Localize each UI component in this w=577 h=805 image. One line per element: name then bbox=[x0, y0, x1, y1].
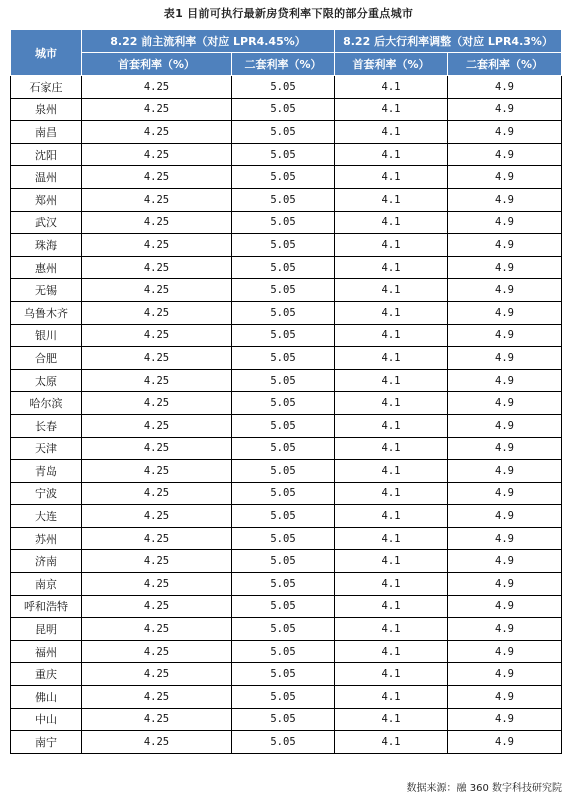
after-second-rate-cell: 4.9 bbox=[448, 573, 562, 596]
before-first-rate-cell: 4.25 bbox=[82, 618, 232, 641]
city-cell: 哈尔滨 bbox=[11, 392, 82, 415]
before-first-rate-cell: 4.25 bbox=[82, 686, 232, 709]
before-first-rate-cell: 4.25 bbox=[82, 731, 232, 754]
before-second-rate-cell: 5.05 bbox=[232, 595, 335, 618]
table-row bbox=[11, 301, 562, 324]
after-first-rate-cell: 4.1 bbox=[335, 188, 448, 211]
table-row bbox=[11, 98, 562, 121]
before-first-rate-header: 首套利率（%） bbox=[82, 53, 232, 76]
after-first-rate-cell: 4.1 bbox=[335, 437, 448, 460]
after-second-rate-cell: 4.9 bbox=[448, 347, 562, 370]
before-second-rate-cell: 5.05 bbox=[232, 731, 335, 754]
city-cell: 太原 bbox=[11, 369, 82, 392]
before-first-rate-cell: 4.25 bbox=[82, 482, 232, 505]
after-first-rate-cell: 4.1 bbox=[335, 98, 448, 121]
before-first-rate-cell: 4.25 bbox=[82, 460, 232, 483]
city-cell: 青岛 bbox=[11, 460, 82, 483]
after-first-rate-cell: 4.1 bbox=[335, 550, 448, 573]
after-first-rate-cell: 4.1 bbox=[335, 279, 448, 302]
city-cell: 大连 bbox=[11, 505, 82, 528]
table-row bbox=[11, 188, 562, 211]
before-first-rate-cell: 4.25 bbox=[82, 76, 232, 99]
after-first-rate-cell: 4.1 bbox=[335, 618, 448, 641]
after-second-rate-cell: 4.9 bbox=[448, 143, 562, 166]
city-cell: 银川 bbox=[11, 324, 82, 347]
before-first-rate-cell: 4.25 bbox=[82, 573, 232, 596]
table-row bbox=[11, 505, 562, 528]
table-row bbox=[11, 392, 562, 415]
before-second-rate-cell: 5.05 bbox=[232, 437, 335, 460]
table-row bbox=[11, 347, 562, 370]
table-body bbox=[11, 76, 562, 754]
before-first-rate-cell: 4.25 bbox=[82, 211, 232, 234]
city-cell: 南京 bbox=[11, 573, 82, 596]
after-first-rate-cell: 4.1 bbox=[335, 414, 448, 437]
before-second-rate-cell: 5.05 bbox=[232, 234, 335, 257]
before-first-rate-cell: 4.25 bbox=[82, 234, 232, 257]
city-cell: 珠海 bbox=[11, 234, 82, 257]
before-second-rate-cell: 5.05 bbox=[232, 460, 335, 483]
after-second-rate-cell: 4.9 bbox=[448, 414, 562, 437]
city-cell: 温州 bbox=[11, 166, 82, 189]
city-cell: 福州 bbox=[11, 640, 82, 663]
before-first-rate-cell: 4.25 bbox=[82, 505, 232, 528]
before-second-rate-cell: 5.05 bbox=[232, 347, 335, 370]
after-first-rate-cell: 4.1 bbox=[335, 166, 448, 189]
after-first-rate-cell: 4.1 bbox=[335, 234, 448, 257]
after-second-rate-cell: 4.9 bbox=[448, 301, 562, 324]
before-second-rate-cell: 5.05 bbox=[232, 166, 335, 189]
after-second-rate-cell: 4.9 bbox=[448, 211, 562, 234]
table-row bbox=[11, 76, 562, 99]
table-row bbox=[11, 437, 562, 460]
city-cell: 济南 bbox=[11, 550, 82, 573]
header-row-subcolumns bbox=[11, 53, 562, 76]
before-first-rate-cell: 4.25 bbox=[82, 121, 232, 144]
before-second-rate-cell: 5.05 bbox=[232, 550, 335, 573]
table-row bbox=[11, 573, 562, 596]
data-source-note: 数据来源：融 360 数字科技研究院 bbox=[406, 783, 562, 794]
after-second-rate-cell: 4.9 bbox=[448, 234, 562, 257]
table-row bbox=[11, 731, 562, 754]
mortgage-rate-table bbox=[10, 29, 562, 754]
before-second-rate-cell: 5.05 bbox=[232, 663, 335, 686]
city-cell: 石家庄 bbox=[11, 76, 82, 99]
table-row bbox=[11, 121, 562, 144]
after-second-rate-cell: 4.9 bbox=[448, 121, 562, 144]
before-second-rate-cell: 5.05 bbox=[232, 143, 335, 166]
city-cell: 郑州 bbox=[11, 188, 82, 211]
table-row bbox=[11, 143, 562, 166]
after-second-rate-cell: 4.9 bbox=[448, 618, 562, 641]
after-second-rate-cell: 4.9 bbox=[448, 460, 562, 483]
after-first-rate-cell: 4.1 bbox=[335, 482, 448, 505]
city-cell: 沈阳 bbox=[11, 143, 82, 166]
before-first-rate-cell: 4.25 bbox=[82, 527, 232, 550]
before-first-rate-cell: 4.25 bbox=[82, 550, 232, 573]
after-second-rate-cell: 4.9 bbox=[448, 166, 562, 189]
before-second-rate-cell: 5.05 bbox=[232, 369, 335, 392]
city-cell: 武汉 bbox=[11, 211, 82, 234]
before-first-rate-cell: 4.25 bbox=[82, 347, 232, 370]
city-cell: 南昌 bbox=[11, 121, 82, 144]
table-caption: 表1 目前可执行最新房贷利率下限的部分重点城市 bbox=[163, 7, 414, 20]
before-first-rate-cell: 4.25 bbox=[82, 595, 232, 618]
after-second-rate-cell: 4.9 bbox=[448, 663, 562, 686]
table-row bbox=[11, 324, 562, 347]
before-second-rate-cell: 5.05 bbox=[232, 279, 335, 302]
city-cell: 长春 bbox=[11, 414, 82, 437]
after-second-rate-cell: 4.9 bbox=[448, 505, 562, 528]
city-cell: 天津 bbox=[11, 437, 82, 460]
after-second-rate-cell: 4.9 bbox=[448, 482, 562, 505]
before-second-rate-cell: 5.05 bbox=[232, 301, 335, 324]
after-second-rate-cell: 4.9 bbox=[448, 527, 562, 550]
after-first-rate-cell: 4.1 bbox=[335, 143, 448, 166]
table-row bbox=[11, 460, 562, 483]
before-first-rate-cell: 4.25 bbox=[82, 143, 232, 166]
after-second-rate-cell: 4.9 bbox=[448, 98, 562, 121]
before-second-rate-cell: 5.05 bbox=[232, 573, 335, 596]
after-first-rate-cell: 4.1 bbox=[335, 595, 448, 618]
before-second-rate-cell: 5.05 bbox=[232, 527, 335, 550]
table-row bbox=[11, 595, 562, 618]
city-cell: 惠州 bbox=[11, 256, 82, 279]
after-first-rate-cell: 4.1 bbox=[335, 121, 448, 144]
table-row bbox=[11, 663, 562, 686]
after-first-rate-cell: 4.1 bbox=[335, 708, 448, 731]
table-row bbox=[11, 414, 562, 437]
after-second-rate-cell: 4.9 bbox=[448, 76, 562, 99]
city-cell: 泉州 bbox=[11, 98, 82, 121]
before-first-rate-cell: 4.25 bbox=[82, 256, 232, 279]
table-row bbox=[11, 618, 562, 641]
before-second-rate-header: 二套利率（%） bbox=[232, 53, 335, 76]
table-row bbox=[11, 640, 562, 663]
city-cell: 乌鲁木齐 bbox=[11, 301, 82, 324]
after-first-rate-cell: 4.1 bbox=[335, 211, 448, 234]
before-first-rate-cell: 4.25 bbox=[82, 392, 232, 415]
after-first-rate-cell: 4.1 bbox=[335, 686, 448, 709]
before-first-rate-cell: 4.25 bbox=[82, 663, 232, 686]
after-second-rate-cell: 4.9 bbox=[448, 279, 562, 302]
before-first-rate-cell: 4.25 bbox=[82, 188, 232, 211]
before-second-rate-cell: 5.05 bbox=[232, 121, 335, 144]
after-first-rate-cell: 4.1 bbox=[335, 76, 448, 99]
after-second-rate-cell: 4.9 bbox=[448, 188, 562, 211]
before-second-rate-cell: 5.05 bbox=[232, 640, 335, 663]
after-first-rate-cell: 4.1 bbox=[335, 527, 448, 550]
after-second-rate-cell: 4.9 bbox=[448, 256, 562, 279]
before-first-rate-cell: 4.25 bbox=[82, 369, 232, 392]
city-cell: 佛山 bbox=[11, 686, 82, 709]
after-first-rate-cell: 4.1 bbox=[335, 460, 448, 483]
city-cell: 中山 bbox=[11, 708, 82, 731]
after-first-rate-cell: 4.1 bbox=[335, 392, 448, 415]
after-second-rate-cell: 4.9 bbox=[448, 437, 562, 460]
table-row bbox=[11, 211, 562, 234]
before-first-rate-cell: 4.25 bbox=[82, 437, 232, 460]
after-first-rate-cell: 4.1 bbox=[335, 347, 448, 370]
city-cell: 无锡 bbox=[11, 279, 82, 302]
before-first-rate-cell: 4.25 bbox=[82, 640, 232, 663]
city-cell: 呼和浩特 bbox=[11, 595, 82, 618]
before-second-rate-cell: 5.05 bbox=[232, 618, 335, 641]
after-first-rate-cell: 4.1 bbox=[335, 505, 448, 528]
city-cell: 宁波 bbox=[11, 482, 82, 505]
city-cell: 苏州 bbox=[11, 527, 82, 550]
after-second-rate-cell: 4.9 bbox=[448, 595, 562, 618]
before-second-rate-cell: 5.05 bbox=[232, 188, 335, 211]
after-second-rate-cell: 4.9 bbox=[448, 369, 562, 392]
after-second-rate-cell: 4.9 bbox=[448, 686, 562, 709]
before-second-rate-cell: 5.05 bbox=[232, 211, 335, 234]
before-second-rate-cell: 5.05 bbox=[232, 256, 335, 279]
table-row bbox=[11, 482, 562, 505]
city-cell: 合肥 bbox=[11, 347, 82, 370]
before-second-rate-cell: 5.05 bbox=[232, 98, 335, 121]
after-first-rate-cell: 4.1 bbox=[335, 301, 448, 324]
after-second-rate-cell: 4.9 bbox=[448, 731, 562, 754]
after-group-header: 8.22 后大行利率调整（对应 LPR4.3%） bbox=[335, 30, 562, 53]
table-row bbox=[11, 527, 562, 550]
after-first-rate-cell: 4.1 bbox=[335, 731, 448, 754]
after-first-rate-cell: 4.1 bbox=[335, 369, 448, 392]
table-row bbox=[11, 234, 562, 257]
table-row bbox=[11, 369, 562, 392]
city-column-header: 城市 bbox=[11, 30, 82, 76]
after-first-rate-cell: 4.1 bbox=[335, 324, 448, 347]
after-first-rate-cell: 4.1 bbox=[335, 640, 448, 663]
table-row bbox=[11, 550, 562, 573]
city-cell: 南宁 bbox=[11, 731, 82, 754]
before-second-rate-cell: 5.05 bbox=[232, 414, 335, 437]
before-first-rate-cell: 4.25 bbox=[82, 324, 232, 347]
before-second-rate-cell: 5.05 bbox=[232, 505, 335, 528]
after-second-rate-cell: 4.9 bbox=[448, 392, 562, 415]
after-first-rate-header: 首套利率（%） bbox=[335, 53, 448, 76]
after-second-rate-cell: 4.9 bbox=[448, 324, 562, 347]
after-second-rate-cell: 4.9 bbox=[448, 708, 562, 731]
city-cell: 重庆 bbox=[11, 663, 82, 686]
before-second-rate-cell: 5.05 bbox=[232, 708, 335, 731]
table-row bbox=[11, 708, 562, 731]
table-row bbox=[11, 686, 562, 709]
after-second-rate-cell: 4.9 bbox=[448, 550, 562, 573]
table-row bbox=[11, 256, 562, 279]
after-first-rate-cell: 4.1 bbox=[335, 256, 448, 279]
before-second-rate-cell: 5.05 bbox=[232, 686, 335, 709]
after-second-rate-cell: 4.9 bbox=[448, 640, 562, 663]
before-first-rate-cell: 4.25 bbox=[82, 166, 232, 189]
header-row-groups bbox=[11, 30, 562, 53]
city-cell: 昆明 bbox=[11, 618, 82, 641]
table-row bbox=[11, 166, 562, 189]
before-first-rate-cell: 4.25 bbox=[82, 708, 232, 731]
after-first-rate-cell: 4.1 bbox=[335, 573, 448, 596]
before-first-rate-cell: 4.25 bbox=[82, 301, 232, 324]
before-second-rate-cell: 5.05 bbox=[232, 76, 335, 99]
after-first-rate-cell: 4.1 bbox=[335, 663, 448, 686]
before-first-rate-cell: 4.25 bbox=[82, 98, 232, 121]
before-first-rate-cell: 4.25 bbox=[82, 279, 232, 302]
before-group-header: 8.22 前主流利率（对应 LPR4.45%） bbox=[82, 30, 335, 53]
before-first-rate-cell: 4.25 bbox=[82, 414, 232, 437]
before-second-rate-cell: 5.05 bbox=[232, 392, 335, 415]
before-second-rate-cell: 5.05 bbox=[232, 482, 335, 505]
after-second-rate-header: 二套利率（%） bbox=[448, 53, 562, 76]
table-row bbox=[11, 279, 562, 302]
before-second-rate-cell: 5.05 bbox=[232, 324, 335, 347]
